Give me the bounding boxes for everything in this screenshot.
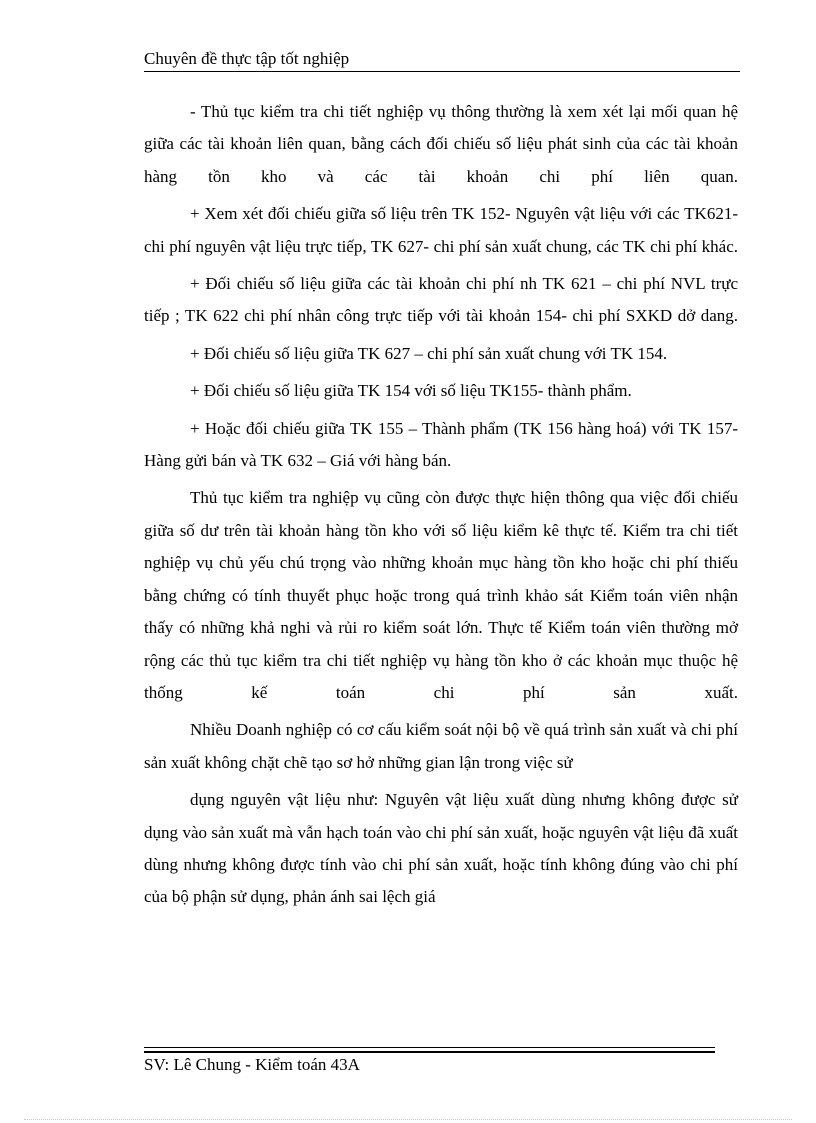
paragraph-tk154: + Đối chiếu số liệu giữa TK 154 với số liệu TK155- thành phẩm. [190, 381, 632, 401]
paragraph-detail-check: - Thủ tục kiểm tra chi tiết nghiệp vụ thông thường là xem xét lại mối quan hệ giữa các tài khoản liên quan, bằng cách đối chiếu số liệu phát sinh của các tài khoản hàng tồn kho và các tài khoản chi phí liên quan. [144, 102, 738, 186]
footer-rule-thin [144, 1047, 715, 1048]
page-header: Chuyên đề thực tập tốt nghiệp [144, 49, 350, 68]
paragraph-material-usage: dụng nguyên vật liệu như: Nguyên vật liệu xuất dùng nhưng không được sử dụng vào sản xuất mà vẫn hạch toán vào chi phí sản xuất, hoặc nguyên vật liệu đã xuất dùng nhưng không được tính vào chi phí sản xuất, hoặc tính không đúng vào chi phí của bộ phận sử dụng, phản ánh sai lệch giá [144, 790, 738, 907]
footer-rule-thick [144, 1051, 715, 1053]
paragraph-tk621: + Đối chiếu số liệu giữa các tài khoản chi phí nh TK 621 – chi phí NVL trực tiếp ; TK 622 chi phí nhân công trực tiếp với tài khoản 154- chi phí SXKD dở dang. [144, 274, 738, 326]
document-body [144, 96, 738, 914]
header-rule [144, 71, 740, 72]
paragraph-tk627: + Đối chiếu số liệu giữa TK 627 – chi phí sản xuất chung với TK 154. [190, 343, 668, 363]
paragraph-tk152: + Xem xét đối chiếu giữa số liệu trên TK 152- Nguyên vật liệu với các TK621- chi phí nguyên vật liệu trực tiếp, TK 627- chi phí sản xuất chung, các TK chi phí khác. [144, 204, 738, 256]
page-edge-divider [24, 1119, 792, 1120]
page-footer: SV: Lê Chung - Kiểm toán 43A [144, 1055, 360, 1074]
paragraph-inventory-check: Thủ tục kiểm tra nghiệp vụ cũng còn được thực hiện thông qua việc đối chiếu giữa số dư trên tài khoản hàng tồn kho với số liệu kiểm kê thực tế. Kiểm tra chi tiết nghiệp vụ chủ yếu chú trọng vào những khoản mục hàng tồn kho hoặc chi phí thiếu bằng chứng có tính thuyết phục hoặc trong quá trình khảo sát Kiểm toán viên nhận thấy có những khả nghi và rủi ro kiểm soát lớn. Thực tế Kiểm toán viên thường mở rộng các thủ tục kiểm tra chi tiết nghiệp vụ hàng tồn kho ở các khoản mục thuộc hệ thống kế toán chi phí sản xuất. [144, 488, 738, 702]
paragraph-tk155: + Hoặc đối chiếu giữa TK 155 – Thành phẩm (TK 156 hàng hoá) với TK 157- Hàng gửi bán và TK 632 – Giá với hàng bán. [144, 418, 738, 471]
paragraph-internal-control: Nhiều Doanh nghiệp có cơ cấu kiểm soát nội bộ về quá trình sản xuất và chi phí sản xuất không chặt chẽ tạo sơ hở những gian lận trong việc sử [144, 720, 738, 772]
